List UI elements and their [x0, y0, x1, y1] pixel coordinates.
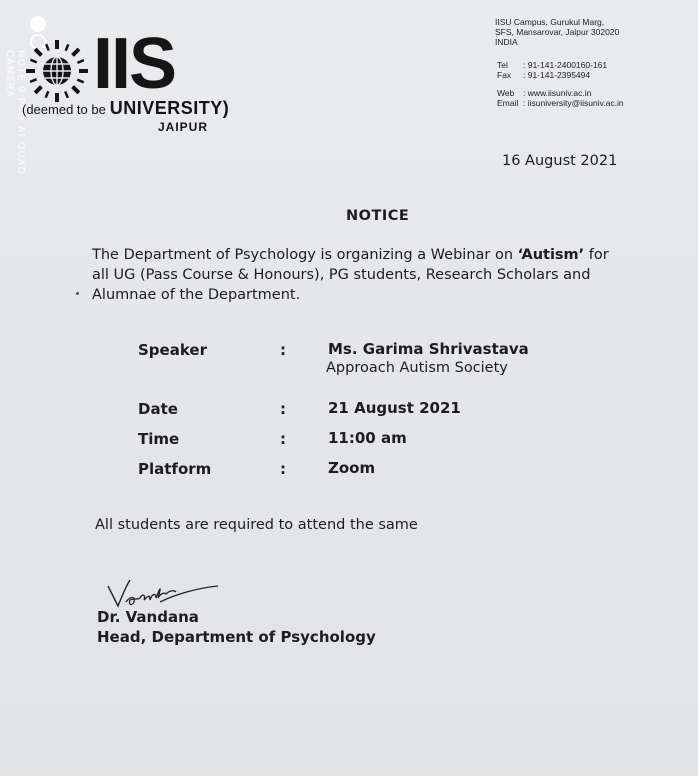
webinar-topic: ‘Autism’: [517, 247, 585, 263]
signatory-name: Dr. Vandana: [97, 608, 199, 626]
speaker-name: Ms. Garima Shrivastava: [328, 340, 529, 358]
address-line: SFS, Mansarovar, Jaipur 302020: [495, 27, 620, 37]
camera-watermark: NOTE 9 PRO AI QUAD CAMERA: [4, 50, 26, 176]
speaker-colon: :: [280, 341, 286, 359]
globe-sun-emblem-icon: [24, 38, 90, 104]
platform-value: Zoom: [328, 459, 376, 477]
logo-wordmark: IIS: [93, 24, 176, 104]
fax-label: Fax: [497, 70, 512, 80]
contact-block: [497, 60, 624, 108]
time-value: 11:00 am: [328, 429, 407, 447]
address-block: [495, 17, 619, 47]
logo-deemed: (deemed to be: [22, 102, 106, 117]
email-label: Email: [497, 98, 519, 108]
issue-date: 16 August 2021: [502, 153, 618, 169]
address-line: INDIA: [495, 37, 518, 47]
time-colon: :: [280, 430, 286, 448]
tel-label: Tel: [497, 60, 508, 70]
time-label: Time: [138, 430, 180, 448]
notice-paragraph-start: The Department of Psychology is organizing a Webinar on: [92, 247, 518, 263]
fax-value: : 91-141-2395494: [523, 70, 591, 80]
platform-label: Platform: [138, 460, 212, 478]
date-label: Date: [138, 400, 178, 418]
web-label: Web: [497, 88, 515, 98]
logo-university: UNIVERSITY): [109, 98, 230, 118]
speaker-affiliation: Approach Autism Society: [326, 360, 508, 376]
web-link[interactable]: : www.iisuniv.ac.in: [523, 88, 592, 98]
notice-title: NOTICE: [346, 208, 410, 224]
speaker-label: Speaker: [138, 341, 207, 359]
closing-line: All students are required to attend the same: [95, 517, 418, 533]
notice-paragraph-end: for all UG (Pass Course & Honours), PG students, Research Scholars and Alumnae of the Department.: [92, 247, 609, 303]
logo-subtitle: [22, 98, 229, 119]
notice-paragraph: [92, 245, 627, 305]
signatory-title: Head, Department of Psychology: [97, 628, 376, 646]
logo-city: JAIPUR: [158, 120, 209, 134]
tel-value: : 91-141-2400160-161: [523, 60, 608, 70]
date-colon: :: [280, 400, 286, 418]
stray-dot: [76, 292, 79, 295]
email-link[interactable]: : iisuniversity@iisuniv.ac.in: [523, 98, 624, 108]
date-value: 21 August 2021: [328, 399, 461, 417]
address-line: IISU Campus, Gurukul Marg,: [495, 17, 605, 27]
platform-colon: :: [280, 460, 286, 478]
